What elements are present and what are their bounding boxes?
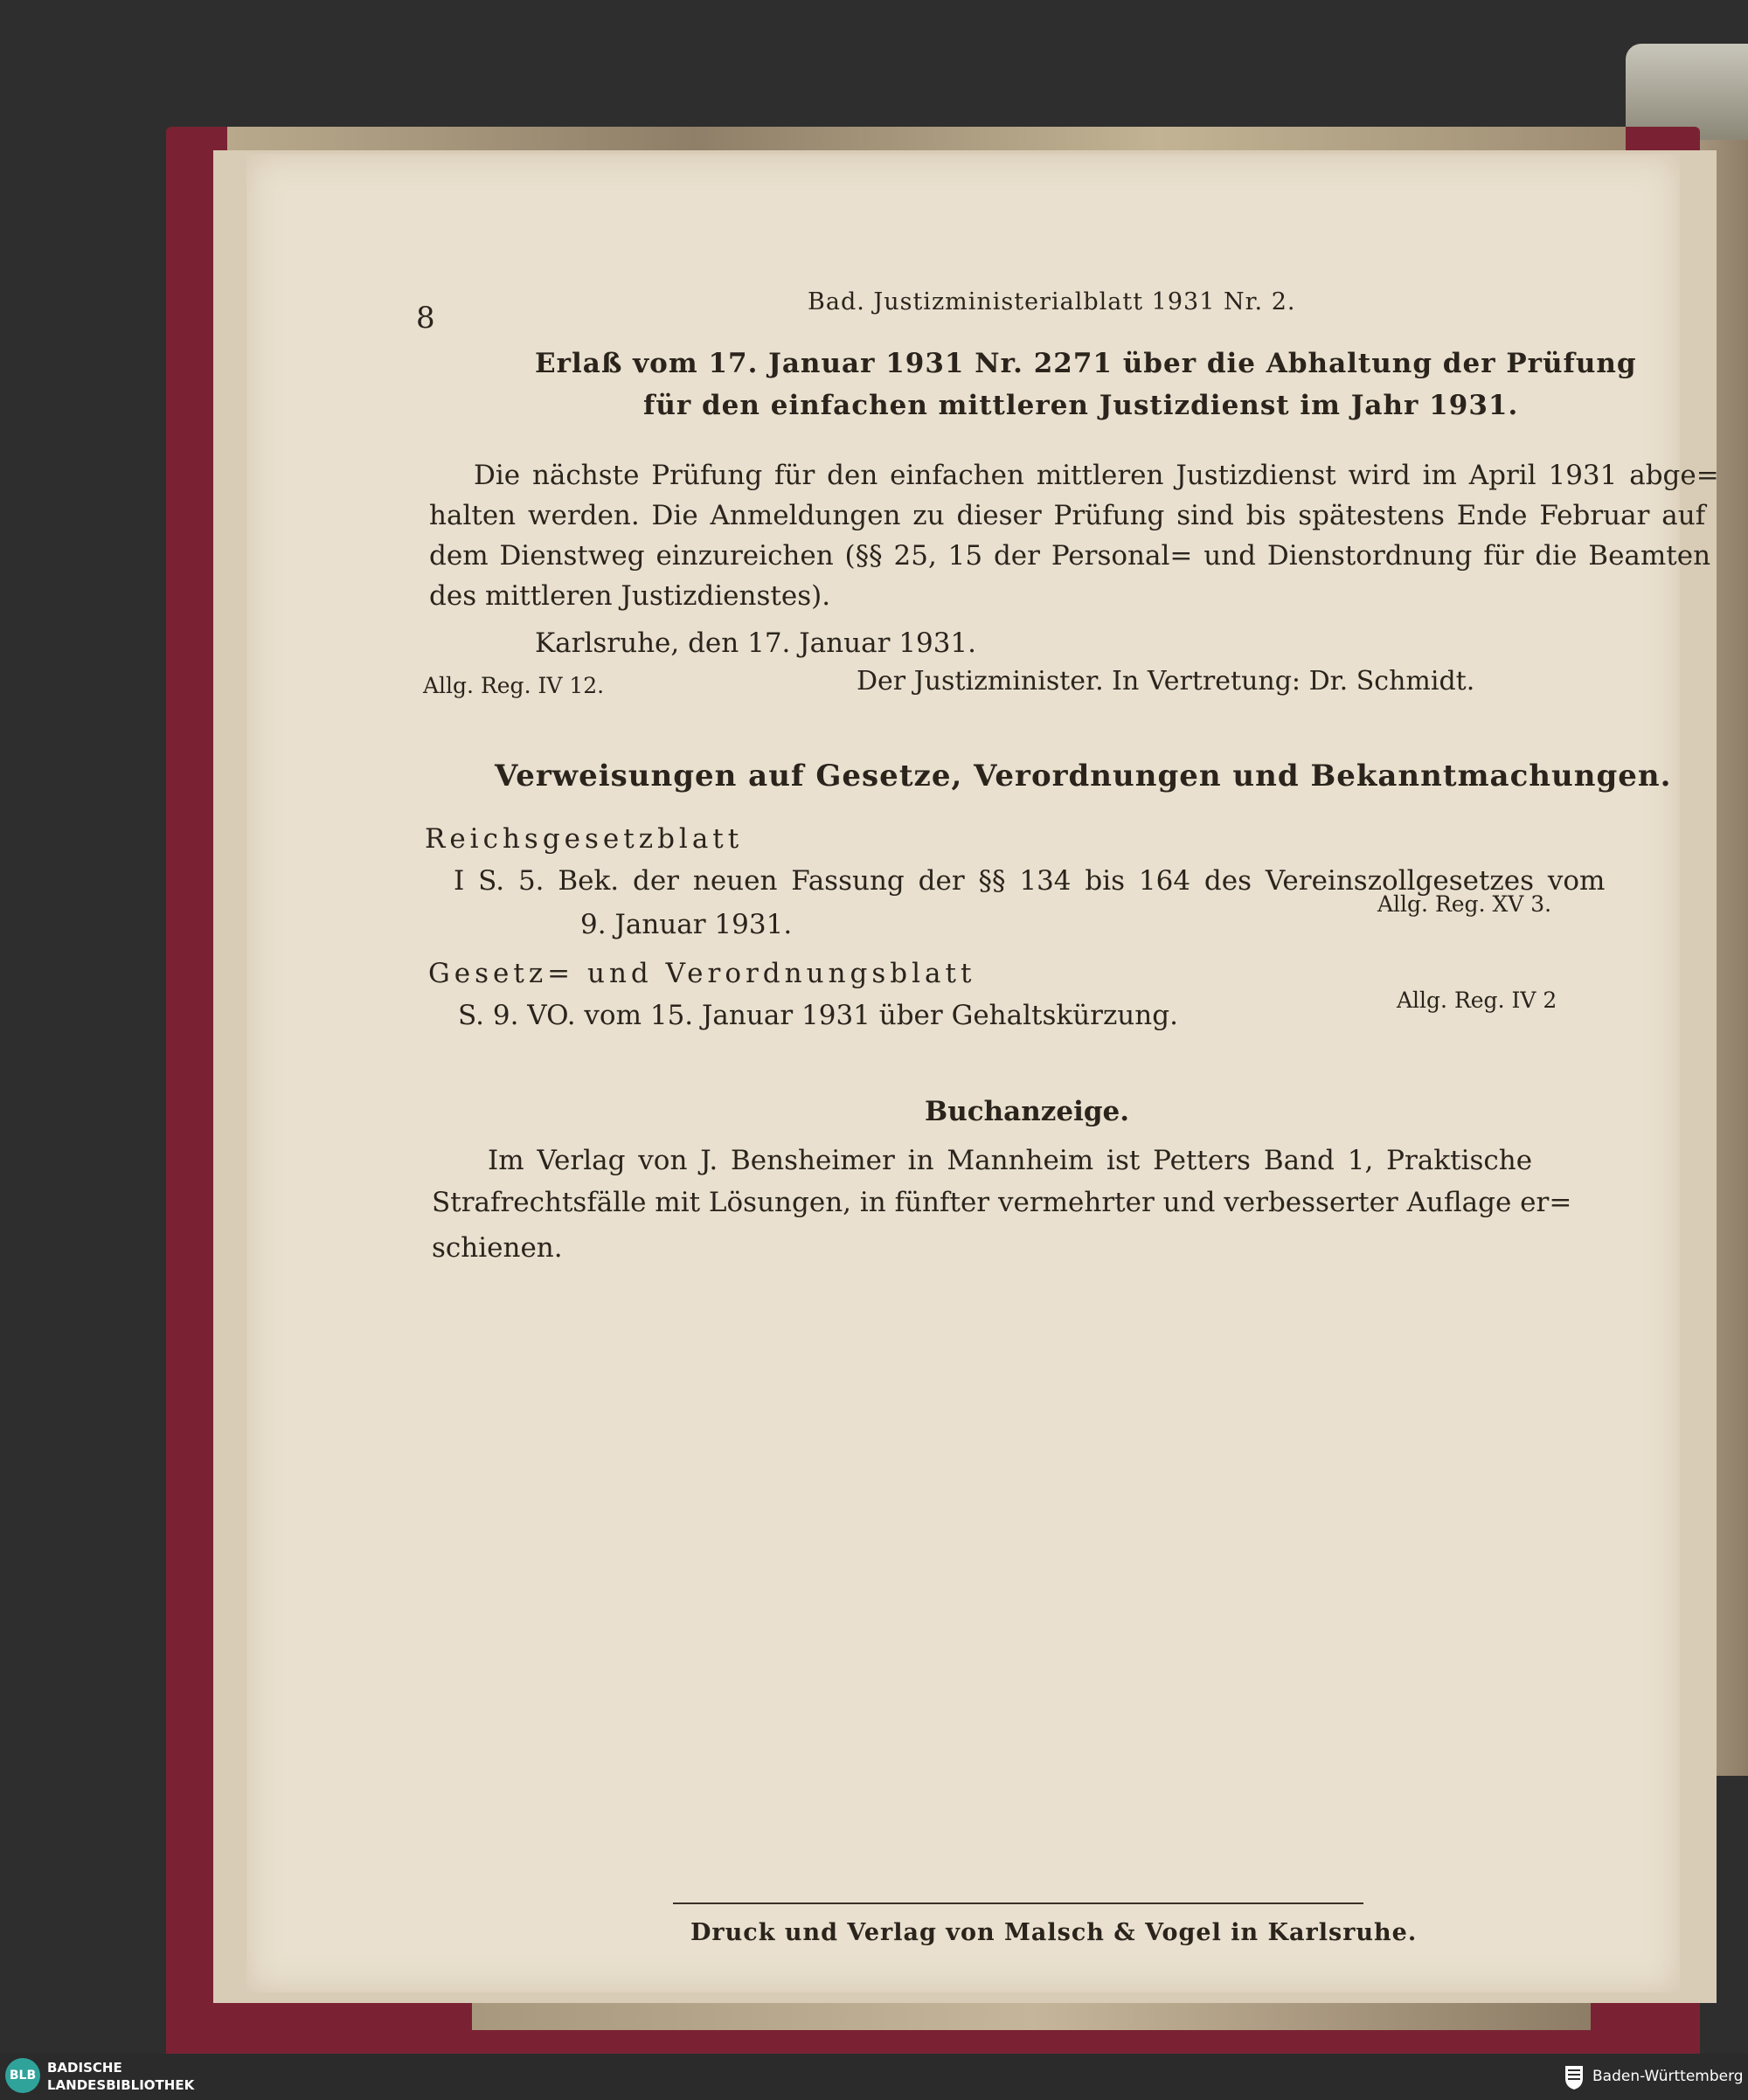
decree-body-line: halten werden. Die Anmeldungen zu dieser Prüfung sind bis spätestens Ende Februar auf bbox=[429, 500, 1706, 531]
blb-logo[interactable]: BLB bbox=[5, 2058, 40, 2093]
page-number: 8 bbox=[416, 301, 435, 336]
reichsgesetzblatt-item-line-1: I S. 5. Bek. der neuen Fassung der §§ 134 bis 164 des Vereinszollgesetzes vom bbox=[454, 865, 1606, 897]
library-name-line-2: LANDESBIBLIOTHEK bbox=[47, 2077, 195, 2093]
footer-rule bbox=[673, 1902, 1363, 1904]
decree-body-line: Die nächste Prüfung für den einfachen mittleren Justizdienst wird im April 1931 abge= bbox=[474, 460, 1719, 491]
reichsgesetzblatt-title: Reichsgesetzblatt bbox=[425, 823, 744, 855]
footer-imprint: Druck und Verlag von Malsch & Vogel in Karlsruhe. bbox=[690, 1919, 1418, 1946]
document-page bbox=[246, 154, 1680, 1993]
library-name-line-1: BADISCHE bbox=[47, 2060, 122, 2076]
book-notice-line: Strafrechtsfälle mit Lösungen, in fünfter vermehrter und verbesserter Auflage er= bbox=[432, 1187, 1572, 1218]
gesetzblatt-item-reference: Allg. Reg. IV 2 bbox=[1397, 988, 1557, 1013]
decree-title-line-2: für den einfachen mittleren Justizdienst im Jahr 1931. bbox=[643, 390, 1519, 421]
decree-signature: Der Justizminister. In Vertretung: Dr. Schmidt. bbox=[857, 666, 1475, 697]
state-name[interactable]: Baden-Württemberg bbox=[1592, 2068, 1744, 2085]
reichsgesetzblatt-item-reference: Allg. Reg. XV 3. bbox=[1377, 891, 1552, 917]
decree-place-date: Karlsruhe, den 17. Januar 1931. bbox=[535, 627, 976, 659]
book-notice-line: Im Verlag von J. Bensheimer in Mannheim ist Petters Band 1, Praktische bbox=[488, 1145, 1533, 1176]
baden-wuerttemberg-emblem-icon bbox=[1563, 2062, 1585, 2090]
book-notice-line: schienen. bbox=[432, 1232, 563, 1264]
gesetzblatt-item-line-1: S. 9. VO. vom 15. Januar 1931 über Gehaltskürzung. bbox=[458, 1000, 1178, 1031]
decree-body-line: dem Dienstweg einzureichen (§§ 25, 15 der Personal= und Dienstordnung für die Beamten bbox=[429, 540, 1711, 572]
reichsgesetzblatt-item-line-2: 9. Januar 1931. bbox=[580, 909, 793, 940]
references-heading: Verweisungen auf Gesetze, Verordnungen und Bekanntmachungen. bbox=[495, 759, 1672, 794]
viewer-footer-bar bbox=[0, 2054, 1748, 2100]
running-head: Bad. Justizministerialblatt 1931 Nr. 2. bbox=[808, 288, 1296, 315]
decree-title-line-1: Erlaß vom 17. Januar 1931 Nr. 2271 über die Abhaltung der Prüfung bbox=[535, 348, 1637, 379]
next-volume-top bbox=[1626, 44, 1748, 140]
decree-reference: Allg. Reg. IV 12. bbox=[423, 673, 605, 698]
book-notice-heading: Buchanzeige. bbox=[925, 1096, 1130, 1127]
gesetzblatt-title: Gesetz= und Verordnungsblatt bbox=[428, 958, 976, 989]
decree-body-line: des mittleren Justizdienstes). bbox=[429, 580, 831, 612]
